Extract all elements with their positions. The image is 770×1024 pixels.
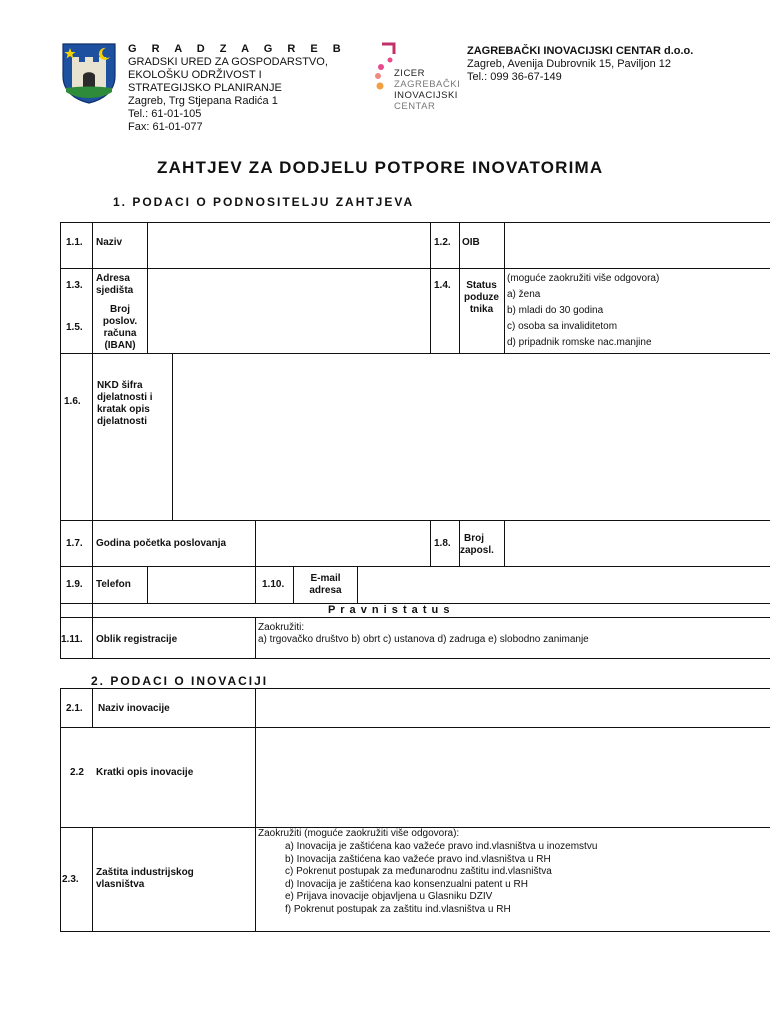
city-coat-of-arms-logo	[60, 42, 118, 104]
zicer-line: CENTAR	[394, 101, 436, 112]
label-line: poduze	[464, 292, 499, 303]
center-address: Zagreb, Avenija Dubrovnik 15, Paviljon 12	[467, 58, 672, 70]
field-1-10-number: 1.10.	[262, 579, 285, 590]
field-1-7-input[interactable]	[256, 521, 430, 566]
field-1-6-label	[97, 380, 153, 428]
field-1-7-number: 1.7.	[66, 538, 83, 549]
label-line: zaposl.	[460, 545, 494, 556]
status-option[interactable]: c) osoba sa invaliditetom	[507, 321, 618, 332]
label-line: adresa	[309, 585, 342, 596]
field-1-10-input[interactable]	[358, 567, 770, 603]
label-line: Zaštita industrijskog	[96, 867, 194, 878]
field-1-3-input[interactable]	[148, 269, 430, 299]
label-line: (IBAN)	[104, 340, 136, 351]
office-line: EKOLOŠKU ODRŽIVOST I	[128, 69, 262, 81]
field-1-1-number: 1.1.	[66, 237, 83, 248]
label-line: djelatnosti	[97, 416, 148, 427]
section-1-heading: 1. PODACI O PODNOSITELJU ZAHTJEVA	[113, 195, 415, 209]
field-2-1-number: 2.1.	[66, 703, 83, 714]
field-2-3-number: 2.3.	[62, 874, 79, 885]
field-1-8-number: 1.8.	[434, 538, 451, 549]
field-1-1-label: Naziv	[96, 237, 123, 248]
label-line: poslov.	[102, 316, 138, 327]
label-line: NKD šifra	[97, 380, 143, 391]
protection-option[interactable]: f) Pokrenut postupak za zaštitu ind.vlasništva u RH	[285, 903, 511, 915]
field-1-5-number: 1.5.	[66, 322, 83, 333]
field-2-2-label: Kratki opis inovacije	[96, 767, 194, 778]
field-2-3-label	[96, 867, 194, 891]
field-1-4-options	[507, 271, 659, 351]
office-line: Zagreb, Trg Stjepana Radića 1	[128, 95, 278, 107]
label-line: sjedišta	[96, 285, 134, 296]
field-2-3-options	[285, 841, 597, 916]
field-1-6-input[interactable]	[173, 354, 770, 520]
label-line: računa	[103, 328, 137, 339]
status-option[interactable]: b) mladi do 30 godina	[507, 305, 604, 316]
legal-status-heading: P r a v n i s t a t u s	[328, 604, 451, 616]
office-line: Fax: 61-01-077	[128, 121, 203, 133]
office-line: Tel.: 61-01-105	[128, 108, 202, 120]
field-1-1-input[interactable]	[148, 223, 430, 268]
page-title: ZAHTJEV ZA DODJELU POTPORE INOVATORIMA	[157, 158, 604, 177]
office-line: GRADSKI URED ZA GOSPODARSTVO,	[128, 56, 328, 68]
field-1-8-input[interactable]	[505, 521, 770, 566]
field-1-4-label	[459, 280, 504, 316]
label-line: Status	[466, 280, 497, 291]
field-1-9-input[interactable]	[148, 567, 255, 603]
status-hint: (moguće zaokružiti više odgovora)	[507, 273, 660, 284]
city-office-block	[128, 43, 347, 134]
field-1-9-number: 1.9.	[66, 579, 83, 590]
status-option[interactable]: d) pripadnik romske nac.manjine	[507, 337, 652, 348]
field-1-11-number: 1.11.	[61, 634, 83, 645]
protection-option[interactable]: d) Inovacija je zaštićena kao konsenzualni patent u RH	[285, 878, 528, 890]
zicer-line: INOVACIJSKI	[394, 90, 458, 101]
field-1-11-hint: Zaokružiti:	[258, 622, 305, 633]
label-line: Adresa	[96, 273, 130, 284]
label-line: djelatnosti i	[97, 392, 153, 403]
city-title: G R A D Z A G R E B	[128, 43, 347, 55]
label-line: kratak opis	[97, 404, 150, 415]
label-line: Broj	[110, 304, 130, 315]
field-1-7-label: Godina početka poslovanja	[96, 538, 227, 549]
center-name: ZAGREBAČKI INOVACIJSKI CENTAR d.o.o.	[467, 45, 694, 57]
protection-option[interactable]: a) Inovacija je zaštićena kao važeće pravo ind.vlasništva u inozemstvu	[285, 841, 598, 852]
field-1-2-input[interactable]	[505, 223, 770, 268]
field-1-5-input[interactable]	[148, 300, 430, 353]
field-1-4-number: 1.4.	[434, 280, 451, 291]
field-1-10-label	[294, 573, 357, 597]
field-1-11-label: Oblik registracije	[96, 634, 178, 645]
label-line: E-mail	[310, 573, 341, 584]
field-2-3-hint: Zaokružiti (moguće zaokružiti više odgovora):	[258, 828, 460, 839]
field-2-2-input[interactable]	[256, 728, 770, 827]
protection-option[interactable]: b) Inovacija zaštićena kao važeće pravo ind.vlasništva u RH	[285, 853, 551, 865]
field-1-3-label	[96, 273, 133, 297]
field-1-9-label: Telefon	[96, 579, 131, 590]
field-2-1-label: Naziv inovacije	[98, 703, 170, 714]
protection-option[interactable]: c) Pokrenut postupak za međunarodnu zaštitu ind.vlasništva	[285, 866, 552, 877]
zicer-line: ZICER	[394, 68, 425, 79]
field-1-6-number: 1.6.	[64, 396, 81, 407]
section-2-heading: 2. PODACI O INOVACIJI	[91, 674, 269, 688]
field-2-1-input[interactable]	[256, 689, 770, 727]
field-1-3-number: 1.3.	[66, 280, 83, 291]
innovation-center-block	[467, 45, 693, 84]
field-1-8-label	[460, 533, 494, 557]
field-1-11-options[interactable]: a) trgovačko društvo b) obrt c) ustanova d) zadruga e) slobodno zanimanje	[258, 634, 589, 645]
center-phone: Tel.: 099 36-67-149	[467, 71, 562, 83]
zicer-logo-text	[394, 68, 460, 112]
field-1-2-number: 1.2.	[434, 237, 451, 248]
field-1-5-label	[93, 304, 147, 352]
label-line: tnika	[469, 304, 494, 315]
label-line: vlasništva	[96, 879, 145, 890]
protection-option[interactable]: e) Prijava inovacije objavljena u Glasniku DZIV	[285, 891, 493, 902]
label-line: Broj	[464, 533, 484, 544]
field-2-2-number: 2.2	[70, 767, 84, 778]
zicer-line: ZAGREBAČKI	[394, 79, 461, 90]
status-option[interactable]: a) žena	[507, 289, 541, 300]
office-line: STRATEGIJSKO PLANIRANJE	[128, 82, 282, 94]
field-1-2-label: OIB	[462, 237, 480, 248]
